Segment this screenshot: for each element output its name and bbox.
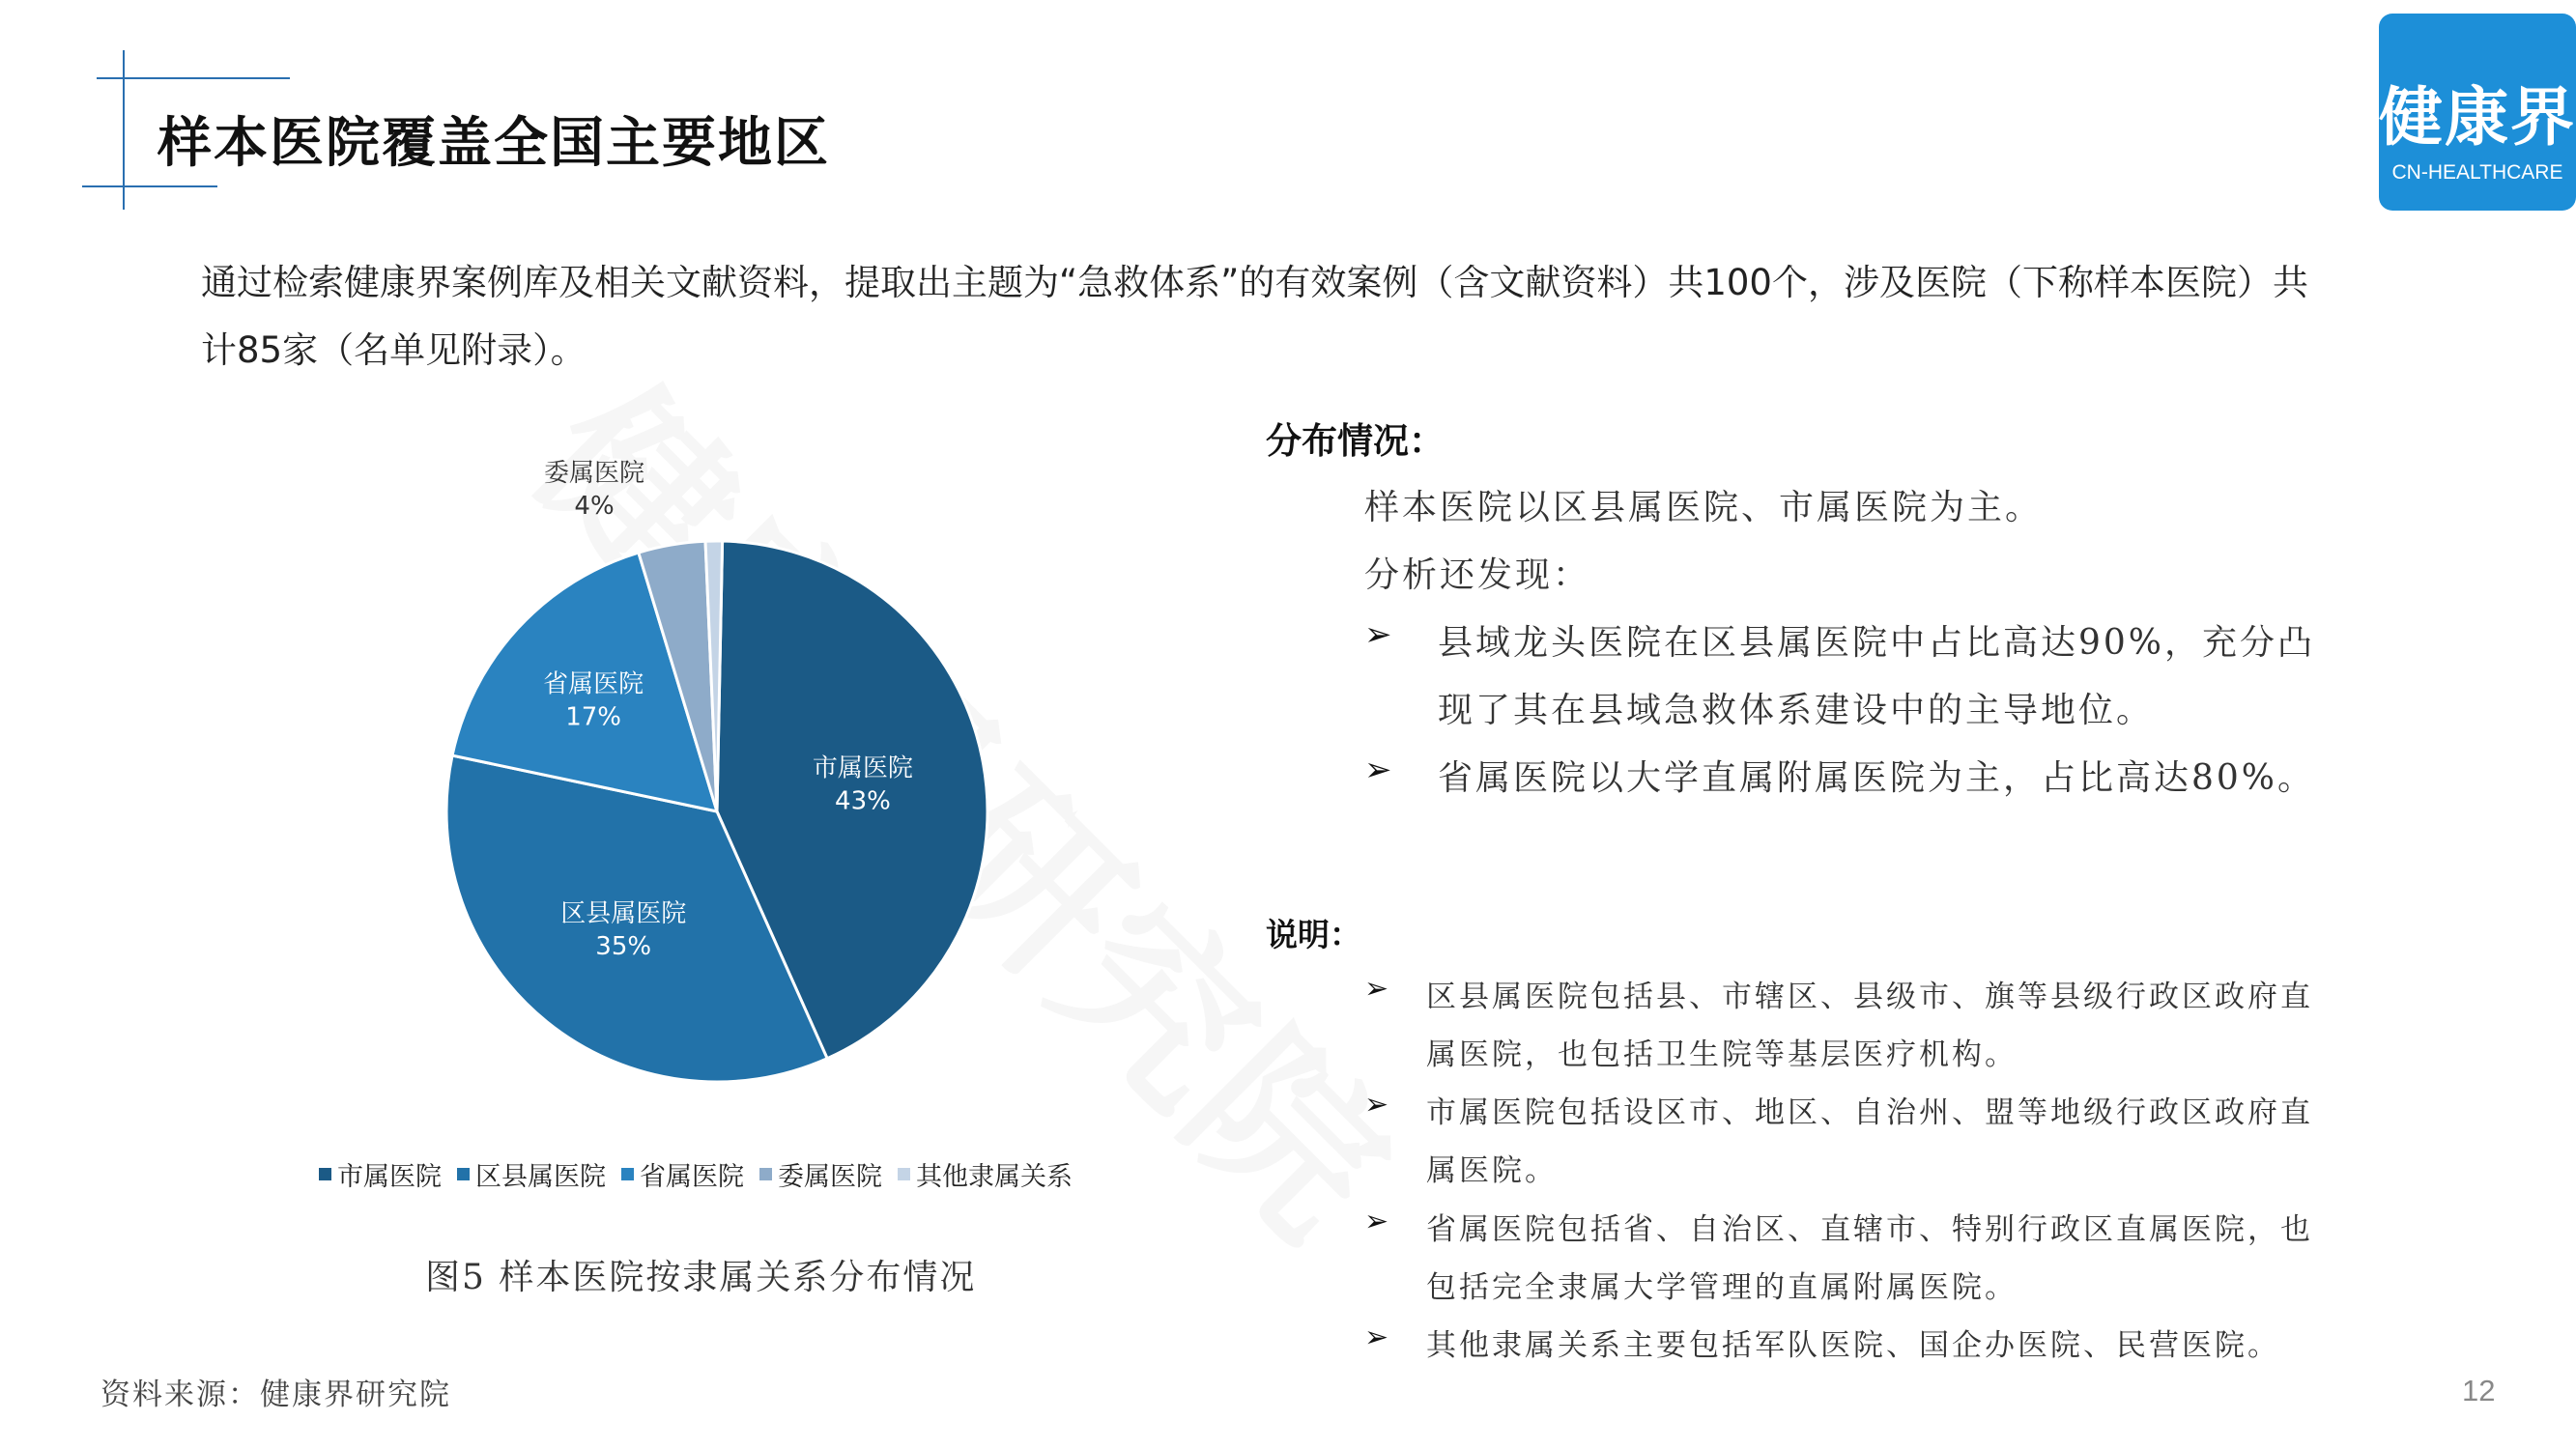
title-deco-line-vertical <box>123 50 125 210</box>
legend-label: 省属医院 <box>640 1162 744 1192</box>
note-2b: 属医院。 <box>1426 1153 1558 1188</box>
title-deco-line-top <box>97 77 290 79</box>
distribution-bullet-1b: 现了其在县域急救体系建设中的主导地位。 <box>1438 691 2155 730</box>
legend-swatch <box>457 1168 470 1180</box>
chart-legend <box>319 1155 1073 1193</box>
page-number: 12 <box>2462 1374 2496 1407</box>
note-1b: 属医院，也包括卫生院等基层医疗机构。 <box>1426 1037 2018 1072</box>
legend-swatch <box>319 1168 331 1180</box>
legend-swatch <box>621 1168 634 1180</box>
note-3b: 包括完全隶属大学管理的直属附属医院。 <box>1426 1270 2018 1305</box>
bullet-arrow-icon: ➢ <box>1364 1205 1389 1238</box>
legend-item <box>319 1155 442 1193</box>
note-4: 其他隶属关系主要包括军队医院、国企办医院、民营医院。 <box>1426 1328 2280 1363</box>
legend-label: 区县属医院 <box>475 1162 606 1192</box>
pie-label-value: 35% <box>595 931 652 961</box>
legend-label: 其他隶属关系 <box>916 1162 1073 1192</box>
bullet-arrow-icon: ➢ <box>1364 751 1392 789</box>
legend-label: 市属医院 <box>337 1162 442 1192</box>
bullet-arrow-icon: ➢ <box>1364 972 1389 1006</box>
pie-label-value: 4% <box>574 491 615 521</box>
pie-label-category: 区县属医院 <box>560 898 687 928</box>
pie-chart <box>290 454 1140 1150</box>
bullet-arrow-icon: ➢ <box>1364 615 1392 654</box>
legend-item <box>457 1155 606 1193</box>
intro-paragraph: 通过检索健康界案例库及相关文献资料，提取出主题为“急救体系”的有效案例（含文献资料）共100个，涉及医院（下称样本医院）共计85家（名单见附录）。 <box>201 262 2308 371</box>
pie-label-category: 省属医院 <box>543 669 644 699</box>
pie-label-value: 17% <box>565 702 622 732</box>
bullet-arrow-icon: ➢ <box>1364 1321 1389 1354</box>
legend-label: 委属医院 <box>778 1162 882 1192</box>
note-3a: 省属医院包括省、自治区、直辖市、特别行政区直属医院，也 <box>1426 1212 2313 1247</box>
distribution-line-1: 样本医院以区县属医院、市属医院为主。 <box>1364 488 2044 527</box>
distribution-bullet-1a: 县域龙头医院在区县属医院中占比高达90%，充分凸 <box>1438 623 2316 663</box>
legend-swatch <box>898 1168 910 1180</box>
source-note: 资料来源：健康界研究院 <box>100 1378 451 1412</box>
note-2a: 市属医院包括设区市、地区、自治州、盟等地级行政区政府直 <box>1426 1095 2313 1130</box>
note-1a: 区县属医院包括县、市辖区、县级市、旗等县级行政区政府直 <box>1426 980 2313 1014</box>
distribution-heading: 分布情况： <box>1266 420 1445 462</box>
brand-logo <box>2379 14 2576 211</box>
pie-label-value: 43% <box>835 786 891 816</box>
distribution-line-2: 分析还发现： <box>1364 555 1591 595</box>
distribution-bullet-2: 省属医院以大学直属附属医院为主，占比高达80%。 <box>1438 758 2316 798</box>
legend-swatch <box>759 1168 772 1180</box>
bullet-arrow-icon: ➢ <box>1364 1088 1389 1122</box>
chart-caption: 图5 样本医院按隶属关系分布情况 <box>425 1258 977 1297</box>
page-title: 样本医院覆盖全国主要地区 <box>157 112 830 175</box>
legend-item <box>898 1155 1073 1193</box>
logo-text-en: CN-HEALTHCARE <box>2391 161 2563 184</box>
legend-item <box>759 1155 882 1193</box>
pie-label-category: 市属医院 <box>812 753 913 783</box>
pie-label-category: 委属医院 <box>544 458 645 488</box>
title-deco-line-bottom <box>82 185 217 187</box>
notes-heading: 说明： <box>1266 916 1361 953</box>
legend-item <box>621 1155 744 1193</box>
logo-text-cn: 健康界 <box>2379 80 2576 155</box>
